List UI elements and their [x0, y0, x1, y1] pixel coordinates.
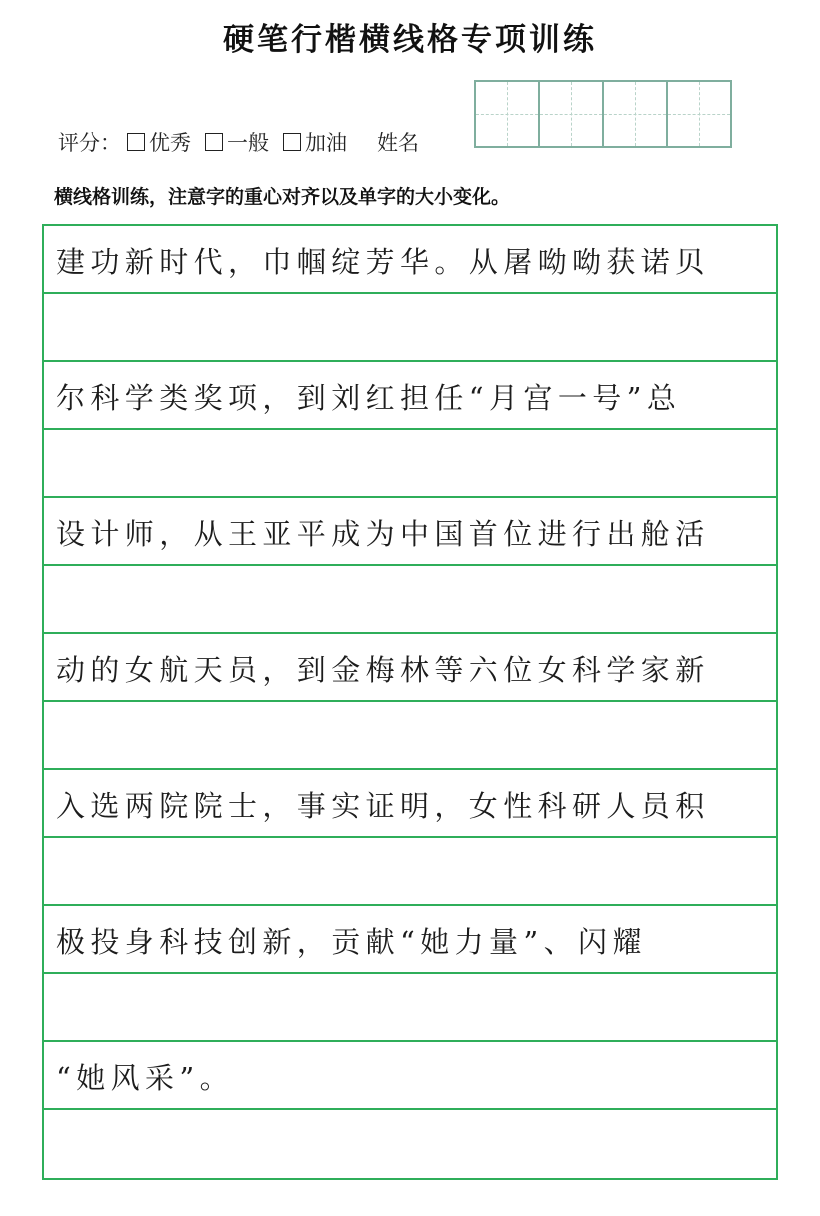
instruction-text: 横线格训练，注意字的重心对齐以及单字的大小变化。 — [54, 186, 511, 208]
checkbox[interactable] — [205, 133, 223, 151]
rating-option-average[interactable] — [205, 127, 269, 157]
blank-practice-row[interactable] — [44, 702, 776, 770]
practice-row — [44, 1042, 776, 1110]
name-cell[interactable] — [604, 82, 668, 146]
checkbox[interactable] — [283, 133, 301, 151]
blank-practice-row[interactable] — [44, 430, 776, 498]
option-label: 加油 — [305, 131, 347, 155]
practice-row — [44, 906, 776, 974]
practice-row — [44, 634, 776, 702]
page-title: 硬笔行楷横线格专项训练 — [223, 22, 597, 58]
rating-row — [58, 126, 423, 158]
practice-text-line: 建功新时代，巾帼绽芳华。从屠呦呦获诺贝 — [56, 245, 710, 279]
name-cell[interactable] — [540, 82, 604, 146]
practice-row — [44, 362, 776, 430]
option-label: 一般 — [227, 131, 269, 155]
blank-practice-row[interactable] — [44, 974, 776, 1042]
blank-practice-row[interactable] — [44, 294, 776, 362]
practice-row — [44, 770, 776, 838]
practice-text-line: 动的女航天员，到金梅林等六位女科学家新 — [56, 653, 710, 687]
rating-label: 评分： — [58, 131, 121, 155]
name-label: 姓名 — [377, 131, 419, 155]
option-label: 优秀 — [149, 131, 191, 155]
practice-grid — [42, 224, 778, 1180]
blank-practice-row[interactable] — [44, 1110, 776, 1178]
practice-text-line: “她风采”。 — [56, 1061, 235, 1095]
name-cell[interactable] — [668, 82, 730, 146]
checkbox[interactable] — [127, 133, 145, 151]
name-writing-grid[interactable] — [474, 80, 732, 148]
practice-text-line: 设计师，从王亚平成为中国首位进行出舱活 — [56, 517, 710, 551]
name-cell[interactable] — [476, 82, 540, 146]
rating-option-keep-going[interactable] — [283, 127, 347, 157]
blank-practice-row[interactable] — [44, 566, 776, 634]
practice-text-line: 极投身科技创新，贡献“她力量”、闪耀 — [56, 925, 647, 959]
practice-row — [44, 226, 776, 294]
rating-option-excellent[interactable] — [127, 127, 191, 157]
blank-practice-row[interactable] — [44, 838, 776, 906]
practice-text-line: 尔科学类奖项，到刘红担任“月宫一号”总 — [56, 381, 682, 415]
practice-text-line: 入选两院院士，事实证明，女性科研人员积 — [56, 789, 710, 823]
practice-row — [44, 498, 776, 566]
